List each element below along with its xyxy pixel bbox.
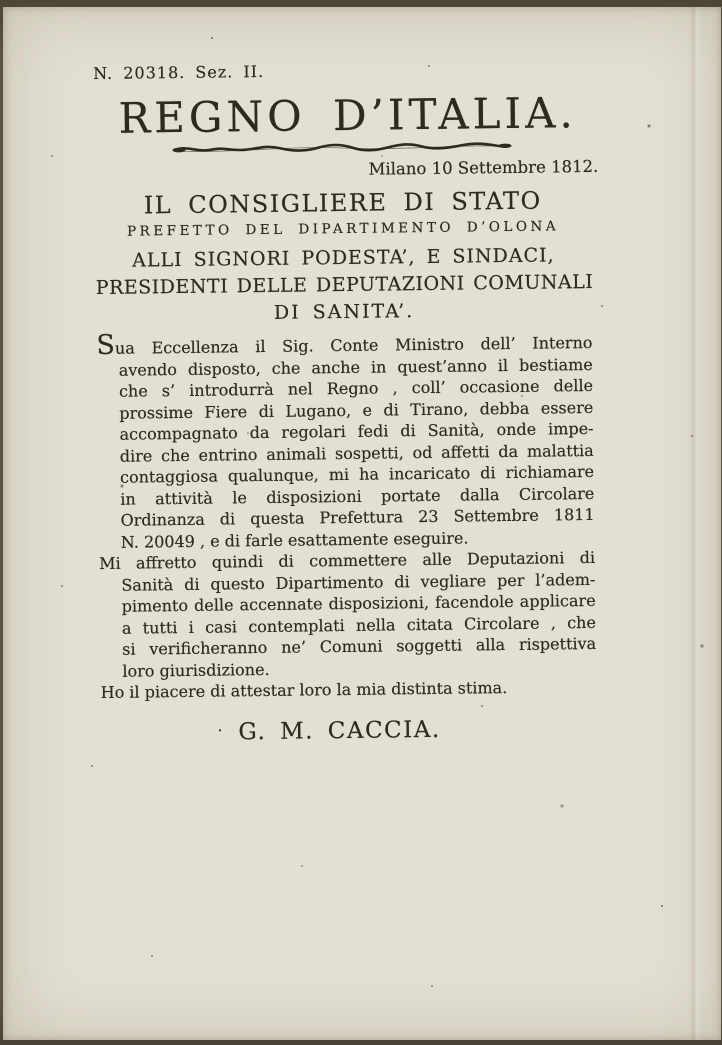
heading-prefect: PREFETTO DEL DIPARTIMENTO D’OLONA — [126, 218, 560, 240]
heading-addressees-1: ALLI SIGNORI PODESTA’, E SINDACI, — [132, 244, 555, 272]
paragraph-line: contaggiosa qualunque, mi ha incaricato di richiamare — [119, 461, 595, 487]
body-paragraph — [99, 547, 597, 682]
document-title: REGNO D’ITALIA. — [118, 88, 578, 143]
paragraph-line: dire che entrino animali sospetti, od affetti da malattia — [119, 440, 594, 466]
paragraph-line: Mi affretto quindi di commettere alle Deputazioni di — [99, 547, 596, 573]
dateline: Milano 10 Settembre 1812. — [368, 156, 599, 179]
paragraph-line: a tutti i casi contemplati nella citata Circolare , che — [121, 612, 596, 638]
body-paragraph — [96, 329, 595, 553]
paragraph-line: si verificheranno ne’ Comuni soggetti alla rispettiva — [122, 633, 597, 659]
heading-addressees-2: PRESIDENTI DELLE DEPUTAZIONI COMUNALI — [95, 270, 594, 300]
file-number: N. 20318. Sez. II. — [93, 61, 265, 84]
body-text — [96, 329, 597, 704]
heading-addressees-3: DI SANITA’. — [273, 300, 415, 324]
paragraph-line: che s’ introdurrà nel Regno , coll’ occasione delle — [118, 375, 594, 401]
paragraph-line: avendo disposto, che anche in quest’anno il bestiame — [118, 354, 593, 380]
paper-specks — [3, 7, 5, 9]
paragraph-line: in attività le disposizioni portate dalla Circolare — [120, 483, 595, 509]
paragraph-line: pimento delle accennate disposizioni, facendole applicare — [121, 590, 596, 616]
paragraph-line: prossime Fiere di Lugano, e di Tirano, debba essere — [119, 397, 594, 423]
paragraph-line: Ho il piacere di attestar loro la mia distinta stima. — [100, 678, 508, 702]
signature-name: G. M. CACCIA. — [238, 716, 441, 745]
paragraph-line: N. 20049 , e di farle esattamente eseguire. — [120, 527, 469, 552]
paragraph-line: Sua Eccellenza il Sig. Conte Ministro dell’ Interno — [96, 329, 593, 362]
paper-fold-crease — [689, 7, 701, 1040]
paragraph-line: accompagnato da regolari fedi di Sanità, onde impe- — [119, 418, 594, 444]
paragraph-line: loro giurisdizione. — [122, 659, 270, 681]
paragraph-line: Ordinanza di questa Prefettura 23 Settembre 1811 — [120, 504, 595, 530]
heading-office: IL CONSIGLIERE DI STATO — [143, 186, 542, 220]
signature-dot: · — [217, 720, 223, 740]
document-content — [93, 58, 597, 747]
drop-cap: S — [96, 329, 116, 362]
paragraph-line: Sanità di questo Dipartimento di vegliare per l’adem- — [121, 569, 596, 595]
signature-line — [81, 713, 577, 747]
paper-sheet — [3, 7, 721, 1040]
